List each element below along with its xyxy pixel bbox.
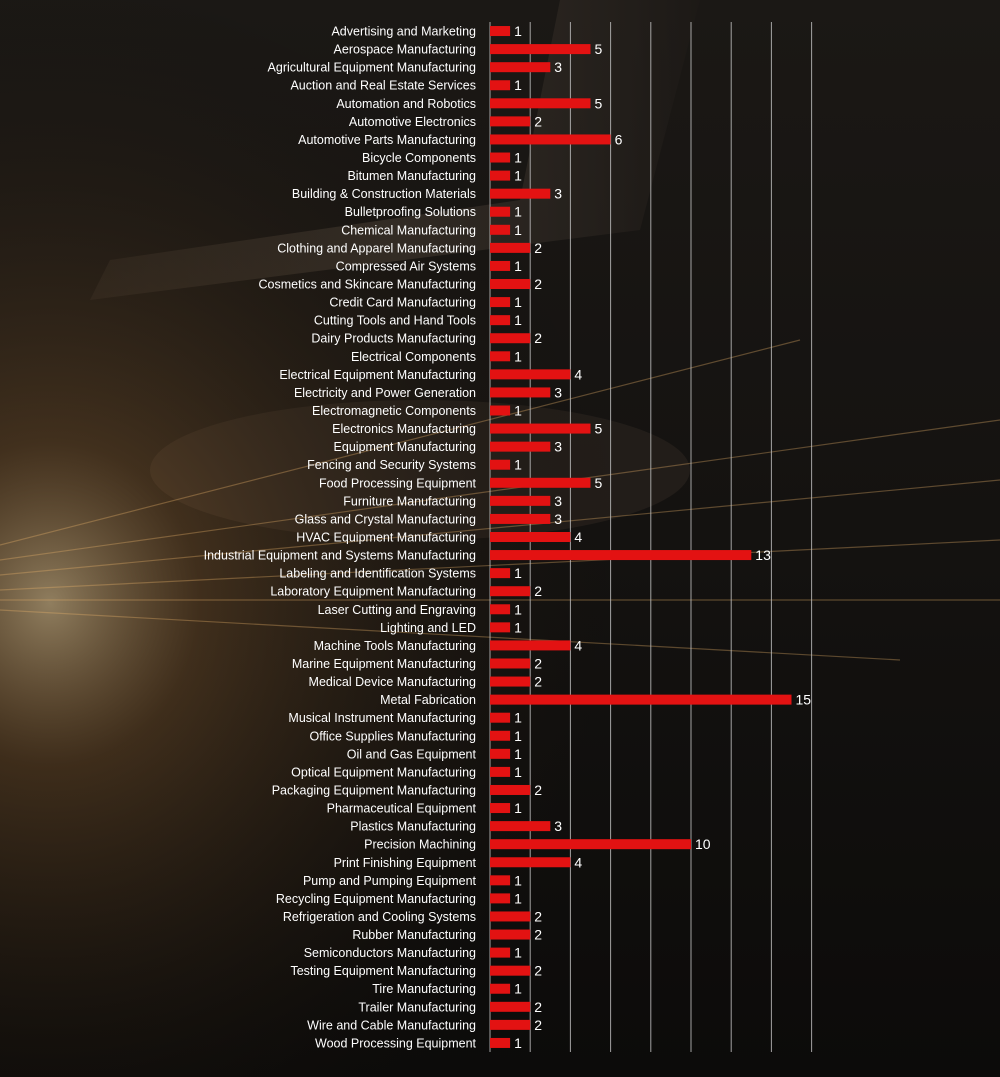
data-label: 1 — [514, 565, 522, 582]
data-label: 5 — [594, 474, 603, 491]
bar — [490, 695, 792, 705]
category-label: Electrical Equipment Manufacturing — [279, 367, 476, 382]
bar — [490, 116, 530, 126]
data-label: 1 — [514, 257, 522, 274]
bar — [490, 586, 530, 596]
data-label: 1 — [514, 619, 522, 636]
category-label: Automotive Electronics — [348, 114, 476, 129]
category-label: Bicycle Components — [362, 151, 476, 166]
data-label: 3 — [554, 59, 563, 76]
data-label: 2 — [534, 962, 542, 979]
category-label: Optical Equipment Manufacturing — [291, 765, 476, 780]
data-label: 15 — [795, 691, 812, 708]
category-label: Electrical Components — [350, 349, 476, 364]
data-label: 1 — [514, 709, 522, 726]
data-label: 3 — [554, 818, 563, 835]
bar — [490, 749, 510, 759]
category-label: Marine Equipment Manufacturing — [291, 656, 476, 671]
bar — [490, 297, 510, 307]
bar — [490, 677, 530, 687]
bar — [490, 966, 530, 976]
category-label: Laboratory Equipment Manufacturing — [270, 584, 476, 599]
data-label: 13 — [755, 547, 771, 564]
bar — [490, 225, 510, 235]
category-label: Plastics Manufacturing — [350, 819, 476, 834]
category-label: Bitumen Manufacturing — [347, 169, 476, 184]
data-label: 1 — [514, 456, 522, 473]
data-label: 1 — [514, 348, 522, 365]
category-label: Wire and Cable Manufacturing — [307, 1018, 476, 1033]
bar — [490, 333, 530, 343]
data-label: 1 — [514, 294, 522, 311]
category-label: Electromagnetic Components — [312, 404, 476, 419]
bar — [490, 478, 591, 488]
bar — [490, 1020, 530, 1030]
category-label: Metal Fabrication — [380, 693, 476, 708]
bar — [490, 857, 570, 867]
category-label: Cutting Tools and Hand Tools — [313, 313, 476, 328]
category-label: Agricultural Equipment Manufacturing — [267, 60, 476, 75]
bar — [490, 622, 510, 632]
bar — [490, 532, 570, 542]
data-label: 4 — [574, 637, 583, 654]
bar — [490, 369, 570, 379]
bar — [490, 514, 550, 524]
category-label: Rubber Manufacturing — [352, 928, 476, 943]
bar — [490, 62, 550, 72]
bar — [490, 893, 510, 903]
data-label: 2 — [534, 673, 542, 690]
bar — [490, 930, 530, 940]
data-label: 10 — [695, 836, 711, 853]
bar — [490, 496, 550, 506]
category-label: Clothing and Apparel Manufacturing — [277, 241, 476, 256]
category-label: Laser Cutting and Engraving — [317, 602, 476, 617]
category-label: HVAC Equipment Manufacturing — [296, 530, 476, 545]
data-label: 1 — [514, 312, 522, 329]
data-label: 1 — [514, 149, 522, 166]
bar — [490, 640, 570, 650]
category-label: Testing Equipment Manufacturing — [290, 964, 476, 979]
bar — [490, 568, 510, 578]
bar — [490, 387, 550, 397]
bar — [490, 1002, 530, 1012]
category-label: Pump and Pumping Equipment — [302, 873, 476, 888]
category-label: Oil and Gas Equipment — [346, 747, 476, 762]
category-label: Building & Construction Materials — [291, 187, 476, 202]
bar — [490, 767, 510, 777]
category-label: Compressed Air Systems — [335, 259, 476, 274]
category-label: Food Processing Equipment — [318, 476, 476, 491]
bar — [490, 839, 691, 849]
bar — [490, 550, 751, 560]
category-label: Equipment Manufacturing — [333, 440, 476, 455]
data-label: 1 — [514, 601, 522, 618]
category-label: Chemical Manufacturing — [341, 223, 476, 238]
category-label: Fencing and Security Systems — [307, 458, 476, 473]
category-label: Recycling Equipment Manufacturing — [275, 891, 476, 906]
bar — [490, 171, 510, 181]
data-label: 1 — [514, 402, 522, 419]
data-label: 2 — [534, 998, 542, 1015]
bar — [490, 80, 510, 90]
data-label: 2 — [534, 908, 542, 925]
data-label: 5 — [594, 420, 603, 437]
category-label: Auction and Real Estate Services — [290, 78, 476, 93]
bar — [490, 315, 510, 325]
category-label: Dairy Products Manufacturing — [311, 331, 476, 346]
category-label: Automation and Robotics — [336, 96, 476, 111]
bar — [490, 243, 530, 253]
bar — [490, 911, 530, 921]
bar — [490, 442, 550, 452]
category-label: Glass and Crystal Manufacturing — [294, 512, 476, 527]
category-label: Pharmaceutical Equipment — [326, 801, 476, 816]
data-label: 1 — [514, 77, 522, 94]
data-label: 1 — [514, 203, 522, 220]
category-label: Wood Processing Equipment — [315, 1036, 476, 1051]
bar — [490, 948, 510, 958]
data-label: 1 — [514, 745, 522, 762]
data-label: 3 — [554, 384, 563, 401]
data-label: 1 — [514, 221, 522, 238]
bar — [490, 424, 591, 434]
data-label: 6 — [614, 131, 623, 148]
data-label: 1 — [514, 167, 522, 184]
bar — [490, 785, 530, 795]
data-label: 1 — [514, 872, 522, 889]
data-label: 2 — [534, 276, 542, 293]
category-label: Electronics Manufacturing — [332, 422, 476, 437]
data-label: 1 — [514, 980, 522, 997]
category-label: Tire Manufacturing — [372, 982, 476, 997]
data-label: 5 — [594, 41, 603, 58]
data-label: 2 — [534, 330, 542, 347]
bar — [490, 460, 510, 470]
category-label: Office Supplies Manufacturing — [309, 729, 476, 744]
category-label: Cosmetics and Skincare Manufacturing — [258, 277, 476, 292]
bar — [490, 604, 510, 614]
bar — [490, 189, 550, 199]
data-label: 1 — [514, 800, 522, 817]
data-label: 3 — [554, 185, 563, 202]
bar — [490, 875, 510, 885]
bar — [490, 1038, 510, 1048]
category-label: Musical Instrument Manufacturing — [288, 711, 476, 726]
category-label: Print Finishing Equipment — [333, 855, 476, 870]
bar — [490, 803, 510, 813]
category-label: Furniture Manufacturing — [343, 494, 476, 509]
category-label: Semiconductors Manufacturing — [303, 946, 476, 961]
bar — [490, 406, 510, 416]
category-label: Machine Tools Manufacturing — [313, 638, 476, 653]
bar — [490, 207, 510, 217]
bar — [490, 26, 510, 36]
data-label: 1 — [514, 1034, 522, 1051]
category-label: Bulletproofing Solutions — [344, 205, 476, 220]
bar — [490, 713, 510, 723]
bar — [490, 261, 510, 271]
data-label: 4 — [574, 854, 583, 871]
bar — [490, 279, 530, 289]
data-label: 2 — [534, 1016, 542, 1033]
category-label: Packaging Equipment Manufacturing — [271, 783, 476, 798]
bar — [490, 731, 510, 741]
data-label: 1 — [514, 763, 522, 780]
category-label: Trailer Manufacturing — [358, 1000, 476, 1015]
category-label: Credit Card Manufacturing — [329, 295, 476, 310]
data-label: 3 — [554, 492, 563, 509]
data-label: 2 — [534, 239, 542, 256]
category-label: Refrigeration and Cooling Systems — [282, 909, 476, 924]
bar — [490, 98, 591, 108]
data-label: 3 — [554, 510, 563, 527]
data-label: 3 — [554, 438, 563, 455]
category-label: Aerospace Manufacturing — [333, 42, 476, 57]
bar — [490, 351, 510, 361]
data-label: 1 — [514, 23, 522, 40]
data-label: 2 — [534, 781, 542, 798]
bar — [490, 984, 510, 994]
data-label: 2 — [534, 655, 542, 672]
category-label: Precision Machining — [364, 837, 476, 852]
category-label: Medical Device Manufacturing — [308, 675, 476, 690]
data-label: 2 — [534, 583, 542, 600]
category-label: Automotive Parts Manufacturing — [298, 132, 476, 147]
bar — [490, 821, 550, 831]
category-label: Electricity and Power Generation — [293, 385, 476, 400]
data-label: 1 — [514, 727, 522, 744]
category-label: Industrial Equipment and Systems Manufacturing — [203, 548, 476, 563]
bar — [490, 658, 530, 668]
category-label: Lighting and LED — [380, 620, 476, 635]
data-label: 4 — [574, 528, 583, 545]
bar — [490, 134, 611, 144]
bar — [490, 153, 510, 163]
data-label: 5 — [594, 95, 603, 112]
category-label: Advertising and Marketing — [331, 24, 476, 39]
category-label: Labeling and Identification Systems — [279, 566, 476, 581]
data-label: 1 — [514, 944, 522, 961]
data-label: 1 — [514, 890, 522, 907]
data-label: 4 — [574, 366, 583, 383]
bar — [490, 44, 591, 54]
data-label: 2 — [534, 926, 542, 943]
data-label: 2 — [534, 113, 542, 130]
